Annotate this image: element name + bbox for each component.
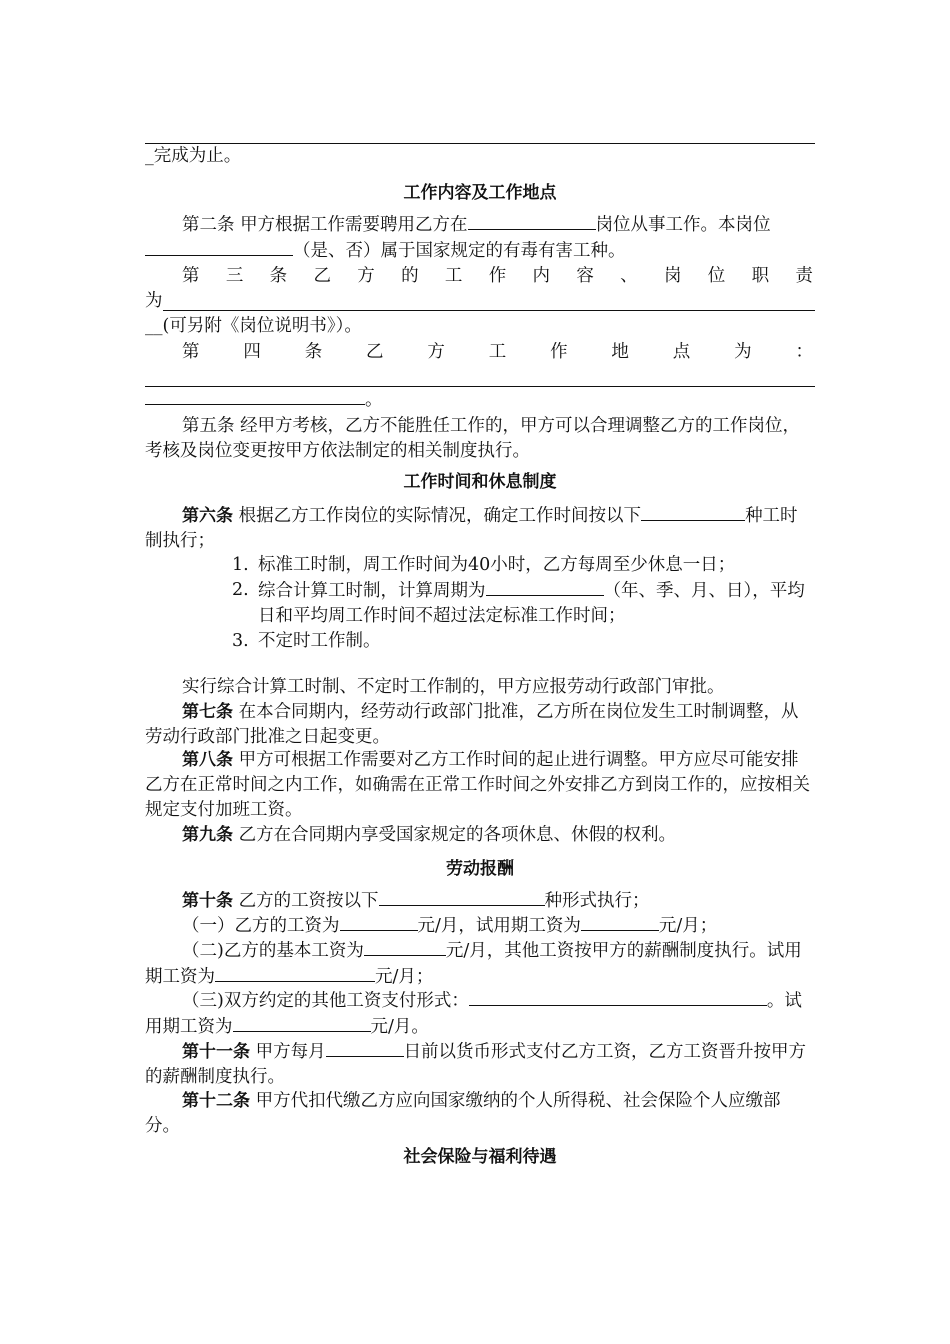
spaced-char: 作 <box>550 342 568 362</box>
list-item <box>232 578 815 629</box>
article-12 <box>145 1089 815 1139</box>
article-7 <box>145 700 815 750</box>
art10-l1a: （一）乙方的工资为 <box>182 916 340 936</box>
section-heading-remuneration: 劳动报酬 <box>446 859 514 879</box>
art4-end: 。 <box>365 390 383 410</box>
work-time-list <box>232 553 815 654</box>
article-3 <box>145 264 815 339</box>
art3-spaced-line <box>145 264 815 289</box>
art10-l3c: 元/月。 <box>370 1017 429 1037</box>
list-num: 2. <box>232 580 249 600</box>
spaced-char: 、 <box>620 266 638 286</box>
top-fill-block <box>145 122 815 169</box>
spaced-char: 三 <box>225 266 244 286</box>
list-text-a: 综合计算工时制，计算周期为 <box>258 581 486 601</box>
art9-label: 第九条 <box>182 825 233 845</box>
blank-pay-day <box>326 1039 404 1057</box>
spaced-char: 岗 <box>663 266 682 286</box>
art10-l1b: 元/月，试用期工资为 <box>417 916 581 936</box>
spaced-char: 方 <box>427 342 445 362</box>
art8-text: 甲方可根据工作需要对乙方工作时间的起止进行调整。甲方应尽可能安排乙方在正常时间之内工作，如确需在正常工作时间之外安排乙方到岗工作的，应按相关规定支付加班工资。 <box>145 750 810 820</box>
blank-probation-wage-2 <box>215 964 375 982</box>
section-heading-social-insurance: 社会保险与福利待遇 <box>403 1147 557 1167</box>
blank-period <box>486 578 604 596</box>
art2-text-4: （是、否）属于国家规定的有毒有害工种。 <box>293 241 626 261</box>
art11-text-2: 日前以货币形式支付乙方工资，乙方工资晋升按甲方的薪酬制度执行。 <box>145 1042 807 1087</box>
blank-wage <box>340 913 418 931</box>
list-item <box>232 553 815 578</box>
spaced-char: 为 <box>734 342 752 362</box>
spaced-char: 内 <box>532 266 550 286</box>
spaced-char: 乙 <box>366 342 384 362</box>
list-text-b: （年、季、月、日），平均日和平均周工作时间不超过法定标准工作时间； <box>258 581 805 626</box>
blank-position <box>468 212 596 230</box>
spaced-char: 工 <box>488 342 507 362</box>
spaced-char: 乙 <box>313 266 331 286</box>
blank-probation-wage-3 <box>233 1014 371 1032</box>
art11-text-1: 甲方每月 <box>250 1042 326 1062</box>
art10-item-3 <box>145 988 815 1040</box>
list-text: 不定时工作制。 <box>258 631 381 651</box>
list-text <box>258 578 815 629</box>
art2-text-2: 岗位从事工作。本岗 <box>595 215 754 235</box>
list-num: 3. <box>232 631 249 651</box>
spaced-char: 方 <box>357 266 375 286</box>
art7-label: 第七条 <box>182 702 233 722</box>
art12-label: 第十二条 <box>182 1091 250 1111</box>
blank-hazard <box>145 238 293 256</box>
art3-tail: __(可另附《岗位说明书》）。 <box>145 316 362 336</box>
article-8 <box>145 748 815 823</box>
art9-text: 乙方在合同期内享受国家规定的各项休息、休假的权利。 <box>233 825 677 845</box>
spaced-char: 职 <box>751 266 770 286</box>
spaced-char: 地 <box>611 342 629 362</box>
blank-location-2 <box>145 387 365 405</box>
spaced-char: 第 <box>182 266 200 286</box>
spaced-char: 四 <box>243 342 261 362</box>
article-11 <box>145 1039 815 1090</box>
art10-l3a: （三)双方约定的其他工资支付形式： <box>182 991 469 1011</box>
art10-item-2 <box>145 938 815 990</box>
spaced-char: 第 <box>182 342 200 362</box>
section-heading-work-content: 工作内容及工作地点 <box>403 183 557 203</box>
art10-text-1: 乙方的工资按以下 <box>233 891 379 911</box>
list-text: 标准工时制，周工作时间为40小时，乙方每周至少休息一日； <box>258 555 736 575</box>
art10-l2c: 元/月； <box>375 967 434 987</box>
spaced-char: 工 <box>444 266 463 286</box>
art8-label: 第八条 <box>182 750 233 770</box>
art12-text: 甲方代扣代缴乙方应向国家缴纳的个人所得税、社会保险个人应缴部分。 <box>145 1091 781 1136</box>
art3-wei: 为 <box>145 291 163 311</box>
spaced-char: 位 <box>707 266 726 286</box>
art10-l1c: 元/月； <box>658 916 718 936</box>
blank-base-wage <box>364 938 446 956</box>
art2-text-3: 位 <box>753 215 771 235</box>
blank-wage-form <box>379 888 545 906</box>
spaced-char: 条 <box>304 342 323 362</box>
blank-probation-wage <box>581 913 659 931</box>
article-5: 第五条 经甲方考核，乙方不能胜任工作的，甲方可以合理调整乙方的工作岗位，考核及岗位变更按甲方依法制定的相关制度执行。 <box>145 416 801 461</box>
article-4 <box>145 340 815 413</box>
blank-line <box>145 122 815 144</box>
spaced-char: ： <box>795 342 813 362</box>
blank-other-form <box>469 988 767 1006</box>
art6-note: 实行综合计算工时制、不定时工作制的，甲方应报劳动行政部门审批。 <box>182 677 725 697</box>
art6-label: 第六条 <box>182 506 233 526</box>
art6-text-2: 种工时制执行； <box>145 506 798 551</box>
art10-l2b: 元/月，其他工资按甲方的薪酬制度执行。试用期工资为 <box>145 941 802 987</box>
spaced-char: 条 <box>269 266 288 286</box>
art6-text-1: 根据乙方工作岗位的实际情况，确定工作时间按以下 <box>233 506 642 526</box>
spaced-char: 作 <box>488 266 507 286</box>
spaced-char: 容 <box>576 266 594 286</box>
spaced-char: 点 <box>672 342 691 362</box>
art10-l2a: （二)乙方的基本工资为 <box>182 941 364 961</box>
art7-text: 在本合同期内，经劳动行政部门批准，乙方所在岗位发生工时制调整，从劳动行政部门批准之日起变更。 <box>145 702 799 747</box>
spaced-char: 的 <box>401 266 419 286</box>
spaced-char: 责 <box>795 266 813 286</box>
complete-text: _完成为止。 <box>145 146 242 166</box>
blank-hour-system <box>641 503 745 521</box>
art10-label: 第十条 <box>182 891 233 911</box>
article-9 <box>145 823 815 848</box>
art4-spaced-line <box>145 340 815 365</box>
art10-text-2: 种形式执行； <box>544 891 650 911</box>
article-10 <box>145 888 815 914</box>
art3-line-2 <box>145 289 815 314</box>
list-num: 1. <box>232 555 249 575</box>
section-heading-work-time: 工作时间和休息制度 <box>403 472 557 492</box>
blank-duties <box>163 289 816 311</box>
art11-label: 第十一条 <box>182 1042 250 1062</box>
list-item <box>232 629 815 654</box>
art10-l3b: 。试用期工资为 <box>145 991 802 1037</box>
blank-location-1 <box>145 365 815 387</box>
article-2 <box>145 212 815 264</box>
art2-text-1: 第二条 甲方根据工作需要聘用乙方在 <box>182 215 468 235</box>
article-6 <box>145 503 815 554</box>
art10-item-1 <box>145 913 815 939</box>
